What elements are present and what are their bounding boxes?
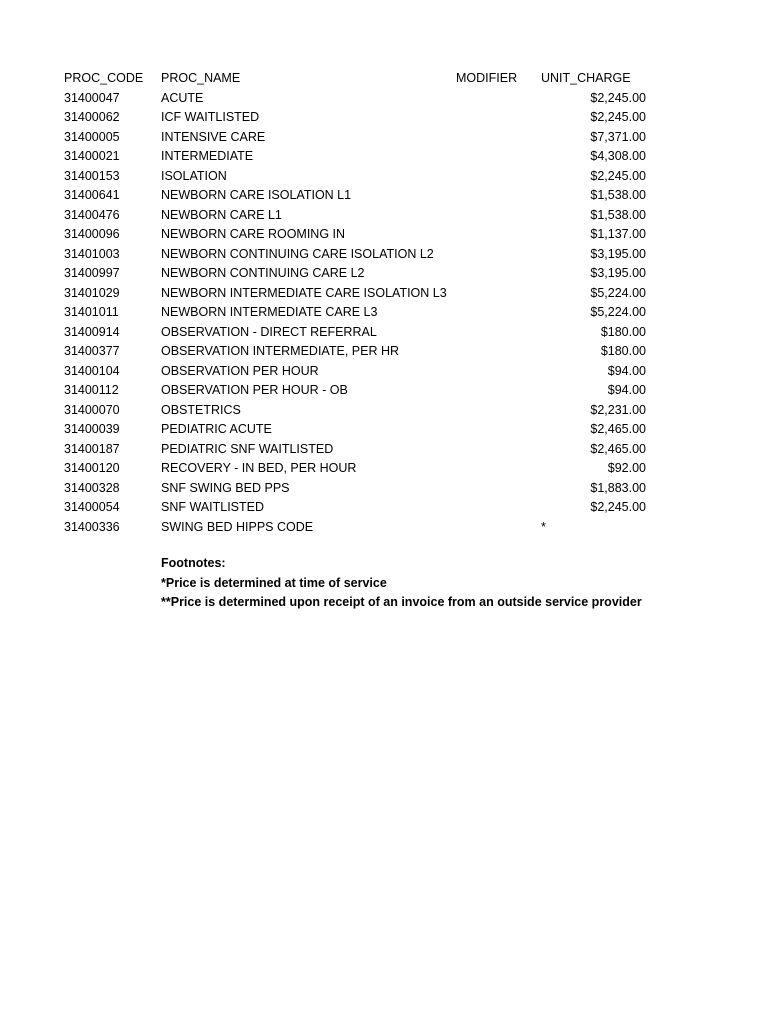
table-row bbox=[0, 108, 768, 128]
proc-name-cell: INTENSIVE CARE bbox=[161, 129, 266, 144]
header-modifier: MODIFIER bbox=[456, 71, 518, 85]
unit-charge-cell: $180.00 bbox=[600, 344, 646, 358]
proc-name-cell: SNF WAITLISTED bbox=[161, 500, 265, 514]
header-unit-charge: UNIT_CHARGE bbox=[541, 71, 631, 85]
proc-name-cell: OBSERVATION PER HOUR bbox=[161, 363, 319, 378]
proc-name-cell: NEWBORN INTERMEDIATE CARE ISOLATION L3 bbox=[161, 285, 447, 300]
table-row bbox=[0, 362, 768, 382]
proc-code-cell: 31400476 bbox=[64, 207, 120, 222]
proc-code-cell: 31400336 bbox=[64, 519, 120, 534]
proc-name-cell: NEWBORN CONTINUING CARE L2 bbox=[161, 266, 365, 280]
proc-code-cell: 31400377 bbox=[64, 344, 120, 358]
unit-charge-cell: $5,224.00 bbox=[590, 305, 646, 319]
proc-code-cell: 31400328 bbox=[64, 480, 120, 495]
table-row bbox=[0, 342, 768, 362]
unit-charge-cell: $94.00 bbox=[607, 383, 646, 397]
proc-code-cell: 31400047 bbox=[64, 90, 120, 105]
table-row bbox=[0, 225, 768, 245]
unit-charge-cell: * bbox=[541, 519, 546, 534]
table-row bbox=[0, 186, 768, 206]
proc-code-cell: 31401011 bbox=[64, 305, 119, 319]
proc-code-cell: 31401029 bbox=[64, 285, 120, 300]
unit-charge-cell: $2,465.00 bbox=[590, 441, 646, 456]
table-row bbox=[0, 284, 768, 304]
unit-charge-cell: $2,245.00 bbox=[590, 90, 646, 105]
footnotes-title: Footnotes: bbox=[161, 556, 226, 570]
table-row bbox=[0, 420, 768, 440]
proc-name-cell: NEWBORN INTERMEDIATE CARE L3 bbox=[161, 305, 378, 319]
proc-code-cell: 31400997 bbox=[64, 266, 120, 280]
unit-charge-cell: $2,465.00 bbox=[590, 422, 646, 436]
proc-name-cell: PEDIATRIC SNF WAITLISTED bbox=[161, 441, 334, 456]
unit-charge-cell: $1,538.00 bbox=[590, 207, 646, 222]
proc-code-cell: 31400096 bbox=[64, 227, 120, 241]
table-row bbox=[0, 128, 768, 148]
proc-name-cell: NEWBORN CONTINUING CARE ISOLATION L2 bbox=[161, 246, 434, 261]
proc-code-cell: 31400112 bbox=[64, 383, 119, 397]
proc-name-cell: RECOVERY - IN BED, PER HOUR bbox=[161, 461, 357, 475]
table-row bbox=[0, 303, 768, 323]
table-row bbox=[0, 401, 768, 421]
header-proc-code: PROC_CODE bbox=[64, 71, 144, 85]
table-header-row bbox=[0, 69, 768, 89]
table-row bbox=[0, 459, 768, 479]
proc-code-cell: 31400153 bbox=[64, 168, 120, 183]
proc-code-cell: 31400914 bbox=[64, 324, 120, 339]
footnote-1: *Price is determined at time of service bbox=[161, 575, 387, 590]
proc-code-cell: 31400070 bbox=[64, 402, 120, 417]
unit-charge-cell: $2,231.00 bbox=[590, 402, 646, 417]
table-row bbox=[0, 498, 768, 518]
header-proc-name: PROC_NAME bbox=[161, 71, 241, 85]
table-row bbox=[0, 147, 768, 167]
unit-charge-cell: $2,245.00 bbox=[590, 168, 646, 183]
proc-name-cell: OBSERVATION INTERMEDIATE, PER HR bbox=[161, 344, 399, 358]
unit-charge-cell: $4,308.00 bbox=[590, 149, 646, 163]
table-row bbox=[0, 381, 768, 401]
table-row bbox=[0, 206, 768, 226]
proc-code-cell: 31400054 bbox=[64, 500, 120, 514]
proc-name-cell: OBSERVATION - DIRECT REFERRAL bbox=[161, 324, 377, 339]
proc-name-cell: SWING BED HIPPS CODE bbox=[161, 519, 314, 534]
proc-code-cell: 31400104 bbox=[64, 363, 120, 378]
proc-code-cell: 31400039 bbox=[64, 422, 120, 436]
unit-charge-cell: $180.00 bbox=[600, 324, 646, 339]
unit-charge-cell: $2,245.00 bbox=[590, 500, 646, 514]
unit-charge-cell: $1,538.00 bbox=[590, 188, 646, 202]
proc-name-cell: PEDIATRIC ACUTE bbox=[161, 422, 272, 436]
unit-charge-cell: $1,137.00 bbox=[590, 227, 646, 241]
footnote-2: **Price is determined upon receipt of an invoice from an outside service provider bbox=[161, 595, 642, 609]
unit-charge-cell: $92.00 bbox=[607, 461, 646, 475]
proc-name-cell: SNF SWING BED PPS bbox=[161, 480, 290, 495]
table-row bbox=[0, 479, 768, 499]
proc-name-cell: OBSERVATION PER HOUR - OB bbox=[161, 383, 348, 397]
unit-charge-cell: $3,195.00 bbox=[590, 266, 646, 280]
table-row bbox=[0, 89, 768, 109]
proc-code-cell: 31400187 bbox=[64, 441, 120, 456]
table-row bbox=[0, 167, 768, 187]
footnotes bbox=[161, 554, 642, 613]
proc-name-cell: ACUTE bbox=[161, 90, 204, 105]
proc-code-cell: 31400005 bbox=[64, 129, 120, 144]
unit-charge-cell: $2,245.00 bbox=[590, 110, 646, 124]
proc-name-cell: INTERMEDIATE bbox=[161, 149, 254, 163]
unit-charge-cell: $5,224.00 bbox=[590, 285, 646, 300]
proc-code-cell: 31400062 bbox=[64, 110, 120, 124]
unit-charge-cell: $1,883.00 bbox=[590, 480, 646, 495]
proc-name-cell: NEWBORN CARE ISOLATION L1 bbox=[161, 188, 352, 202]
proc-code-cell: 31401003 bbox=[64, 246, 120, 261]
table-row bbox=[0, 245, 768, 265]
table-row bbox=[0, 440, 768, 460]
proc-name-cell: NEWBORN CARE L1 bbox=[161, 207, 282, 222]
proc-code-cell: 31400641 bbox=[64, 188, 120, 202]
table-row bbox=[0, 264, 768, 284]
proc-name-cell: OBSTETRICS bbox=[161, 402, 241, 417]
unit-charge-cell: $7,371.00 bbox=[590, 129, 646, 144]
proc-code-cell: 31400120 bbox=[64, 461, 120, 475]
proc-name-cell: ISOLATION bbox=[161, 168, 227, 183]
proc-code-cell: 31400021 bbox=[64, 149, 120, 163]
table-row bbox=[0, 518, 768, 538]
proc-name-cell: NEWBORN CARE ROOMING IN bbox=[161, 227, 346, 241]
unit-charge-cell: $94.00 bbox=[607, 363, 646, 378]
table-row bbox=[0, 323, 768, 343]
unit-charge-cell: $3,195.00 bbox=[590, 246, 646, 261]
proc-name-cell: ICF WAITLISTED bbox=[161, 110, 260, 124]
